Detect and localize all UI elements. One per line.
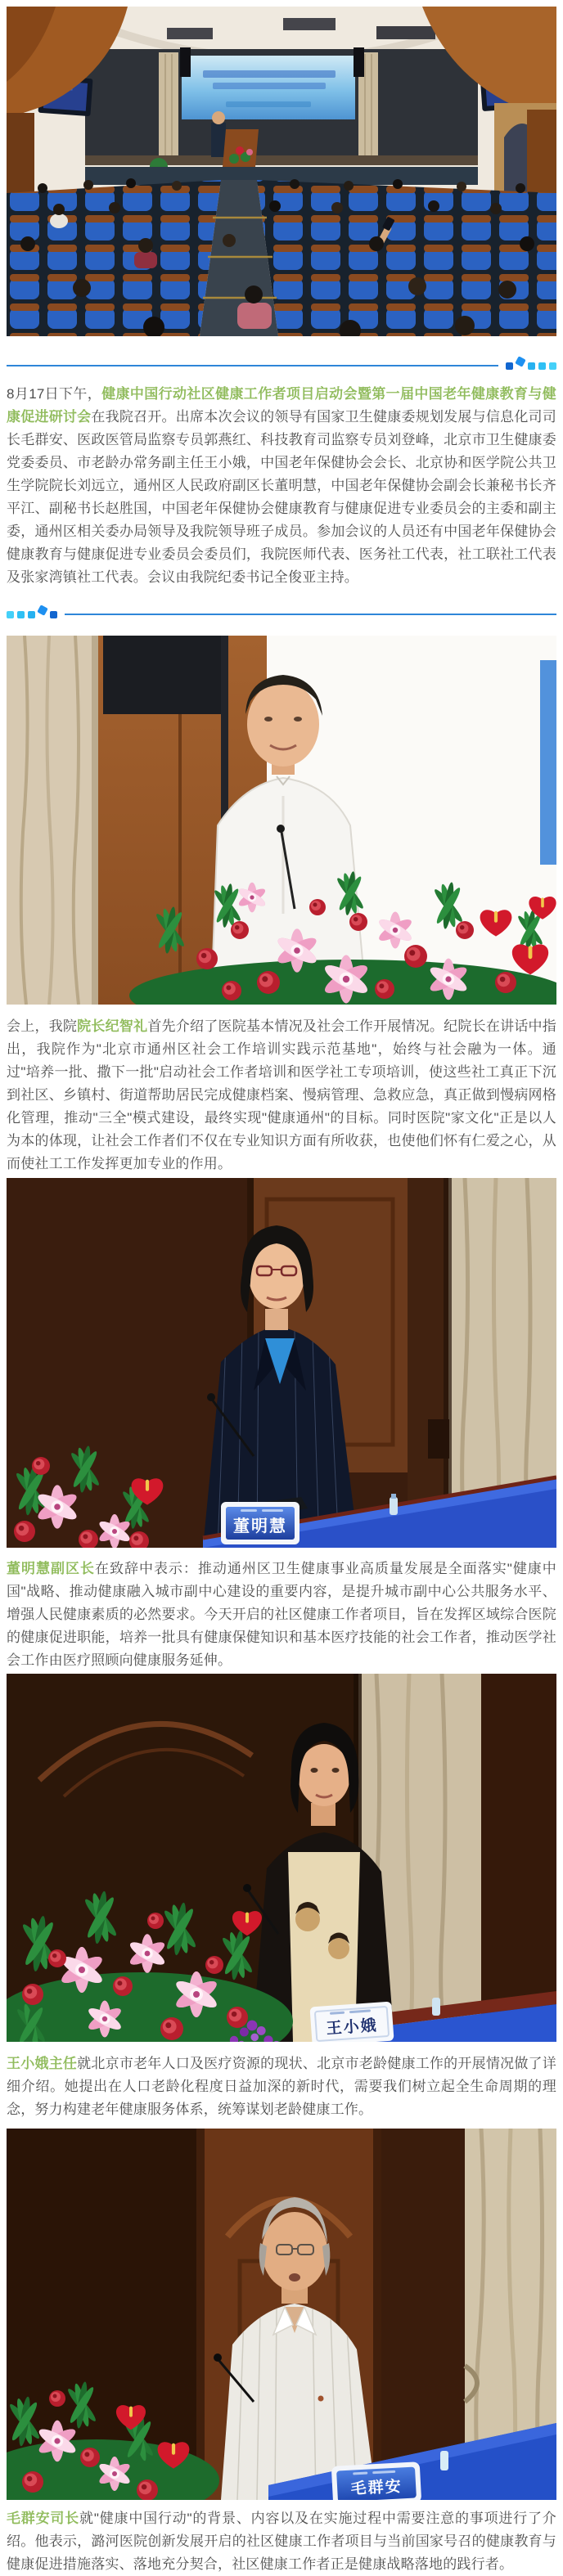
conference-hall-illustration bbox=[7, 7, 556, 336]
ji-zhili-illustration bbox=[7, 636, 556, 1005]
section-divider-top bbox=[7, 358, 556, 373]
seat-bank-right bbox=[257, 180, 556, 336]
speaker-name-highlight: 王小娥主任 bbox=[7, 2056, 78, 2071]
speaker-name-highlight: 毛群安司长 bbox=[7, 2511, 80, 2526]
paragraph-text: 在致辞中表示：推动通州区卫生健康事业高质量发展是全面落实"健康中国"战略、推动健康融入城市副中心建设的重要内容，是提升城市副中心公共服务水平、增强人民健康素质的必然要求。今天开启的社区健康工作者项目，旨在发挥区域综合医院的健康促进职能，培养一批具有健康保健知识和基本医疗技能的社会工作者，推动医学社会工作由医疗照顾向健康服务延伸。 bbox=[7, 1561, 557, 1668]
paragraph-text: 在我院召开。出席本次会议的领导有国家卫生健康委规划发展与信息化司司长毛群安、医政医管局监察专员郭燕红、科技教育司监察专员刘登峰，北京市卫生健康委党委委员、市老龄办常务副主任王小娥，中国老年保健协会会长、北京协和医学院公共卫生学院院长刘远立，通州区人民政府副区长董明慧，中国老年保健协会副会长兼秘书长齐平江、副秘书长赵胜国，中国老年保健协会健康教育与健康促进专业委员会的主委和副主委，通州区相关委办局领导及我院领导班子成员。参加会议的人员还有中国老年保健协会健康教育与健康促进专业委员会委员们，我院医师代表、医务社工代表，社工联社工代表及张家湾镇社工代表。会议由我院纪委书记全俊亚主持。 bbox=[7, 409, 556, 585]
speaker-name-highlight: 院长纪智礼 bbox=[77, 1018, 148, 1034]
water-bottle bbox=[440, 2451, 448, 2470]
divider-squares-icon bbox=[506, 362, 556, 370]
photo-president-ji-zhili[interactable] bbox=[7, 636, 556, 1005]
dark-screen-corner bbox=[103, 636, 224, 714]
dong-minghui-illustration bbox=[7, 1178, 556, 1548]
wechat-article-page bbox=[0, 7, 563, 2576]
intro-paragraph bbox=[7, 383, 556, 589]
paragraph-text: 8月17日下午， bbox=[7, 386, 102, 402]
podium-nameplate bbox=[309, 2002, 394, 2042]
ji-zhili-paragraph bbox=[7, 1015, 556, 1176]
podium-nameplate bbox=[331, 2461, 421, 2500]
podium-nameplate-text: 毛群安 bbox=[350, 2478, 403, 2498]
section-divider-bottom bbox=[7, 607, 556, 622]
photo-wang-xiaoe[interactable] bbox=[7, 1674, 556, 2042]
mao-qunan-paragraph bbox=[7, 2507, 556, 2576]
photo-conference-hall[interactable] bbox=[7, 7, 556, 336]
wang-xiaoe-paragraph bbox=[7, 2052, 556, 2121]
paragraph-text: 会上，我院 bbox=[7, 1018, 78, 1034]
paragraph-text: 首先介绍了医院基本情况及社会工作开展情况。纪院长在讲话中指出，我院作为"北京市通州区社会工作培训实践示范基地"，始终与社会融为一体。通过"培养一批、撒下一批"启动社会工作者培训和医学社工专项培训，使这些社工真正下沉到社区、乡镇村、街道帮助居民完成健康档案、慢病管理、急救应急，真正做到慢病网格化管理，推动"三全"模式建设，最终实现"健康通州"的目标。同时医院"家文化"正是以人为本的体现，让社会工作者们不仅在专业知识方面有所收获，也使他们怀有仁爱之心，从而使社工工作发挥更加专业的作用。 bbox=[7, 1018, 556, 1171]
event-title-highlight: 健康中国行动社区健康工作者项目启动会暨第一届中国老年健康教育与健康促进研讨会 bbox=[7, 386, 556, 425]
photo-mao-qunan[interactable] bbox=[7, 2129, 556, 2500]
water-bottle bbox=[390, 1497, 398, 1515]
paragraph-text: 就"健康中国行动"的背景、内容以及在实施过程中需要注意的事项进行了介绍。他表示，潞河医院创新发展开启的社区健康工作者项目与当前国家号召的健康教育与健康促进措施落实、落地充分契合，社区健康工作者正是健康战略落地的践行者。 bbox=[7, 2511, 556, 2572]
wang-xiaoe-illustration bbox=[7, 1674, 556, 2042]
divider-line bbox=[7, 365, 498, 366]
photo-dong-minghui[interactable] bbox=[7, 1178, 556, 1548]
blue-screen-edge bbox=[540, 660, 556, 865]
divider-squares-icon bbox=[7, 610, 57, 618]
podium-nameplate bbox=[221, 1502, 300, 1544]
speaker-name-highlight: 董明慧副区长 bbox=[7, 1561, 95, 1576]
divider-line bbox=[65, 614, 556, 615]
water-bottle bbox=[432, 1998, 440, 2016]
dong-minghui-paragraph bbox=[7, 1558, 556, 1672]
paragraph-text: 就北京市老年人口及医疗资源的现状、北京市老龄健康工作的开展情况做了详细介绍。她提出在人口老龄化程度日益加深的新时代，需要我们树立起全生命周期的理念，努力构建老年健康服务体系，统筹谋划老龄健康工作。 bbox=[7, 2056, 556, 2117]
mao-qunan-illustration bbox=[7, 2129, 556, 2500]
podium-nameplate-text: 王小娥 bbox=[326, 2016, 379, 2039]
podium-nameplate-text: 董明慧 bbox=[233, 1517, 287, 1535]
